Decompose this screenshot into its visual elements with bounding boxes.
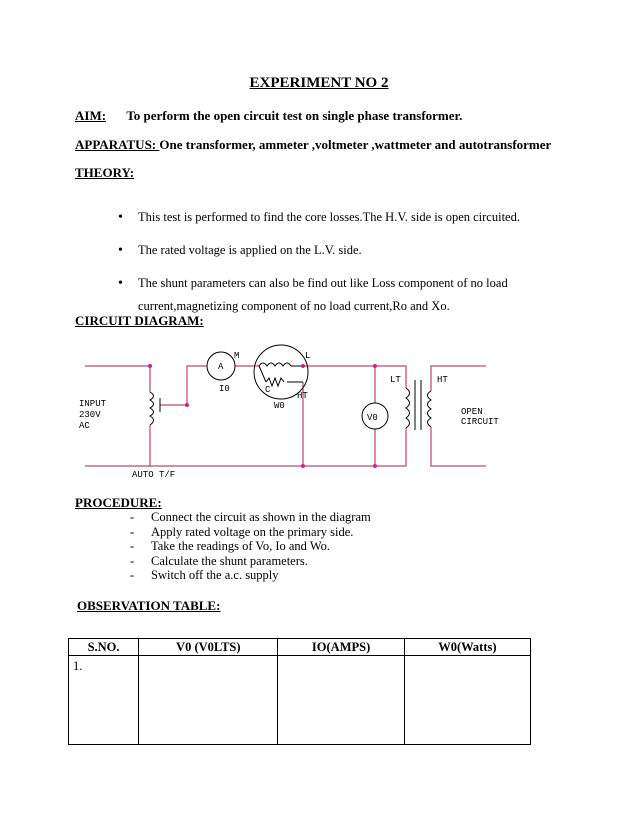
ht-label: HT (437, 375, 448, 385)
lt-label: LT (390, 375, 401, 385)
input-label: INPUT (79, 399, 107, 409)
auto-tf-label: AUTO T/F (132, 470, 176, 480)
apparatus-text: One transformer, ammeter ,voltmeter ,wattmeter and autotransformer (159, 137, 552, 152)
open-circuit-label: CIRCUIT (461, 417, 499, 427)
auto-transformer-coil (150, 392, 154, 425)
junction-node (301, 464, 305, 468)
wo-label: W0 (274, 401, 285, 411)
procedure-heading: PROCEDURE: (75, 495, 162, 510)
wire-input-top (85, 366, 150, 392)
junction-node (185, 403, 189, 407)
table-cell (278, 656, 404, 745)
column-header-sno: S.NO. (69, 639, 139, 656)
wire-bottom (150, 428, 406, 466)
wattmeter-l-label: L (305, 351, 311, 361)
junction-node (373, 364, 377, 368)
table-row (69, 656, 531, 745)
page-title: EXPERIMENT NO 2 (249, 75, 389, 91)
column-header-io: IO(AMPS) (278, 639, 404, 656)
table-header-row (69, 639, 531, 656)
column-header-w0: W0(Watts) (404, 639, 530, 656)
wire-ht-bottom (431, 427, 486, 466)
transformer-lv-coil (406, 388, 410, 428)
table-cell (404, 656, 530, 745)
table-cell (139, 656, 278, 745)
procedure-step: - Take the readings of Vo, Io and Wo. (130, 539, 330, 553)
ammeter-label: A (218, 362, 224, 372)
theory-bullet: • This test is performed to find the core losses.The H.V. side is open circuited. (118, 206, 578, 229)
transformer-hv-coil (428, 391, 432, 427)
wattmeter-v-label: HT (297, 391, 308, 401)
apparatus-label: APPARATUS: (75, 137, 160, 152)
junction-node (301, 364, 305, 368)
observation-heading: OBSERVATION TABLE: (77, 598, 221, 613)
junction-node (373, 464, 377, 468)
wattmeter-m-label: M (234, 351, 240, 361)
aim-label: AIM: (75, 108, 107, 123)
wattmeter-current-coil (259, 363, 291, 366)
observation-table (68, 638, 531, 745)
input-voltage-label: 230V (79, 410, 101, 420)
column-header-v0: V0 (V0LTS) (139, 639, 278, 656)
circuit-heading: CIRCUIT DIAGRAM: (75, 313, 204, 328)
theory-heading: THEORY: (75, 165, 135, 180)
junction-node (148, 364, 152, 368)
wattmeter-c-label: C (265, 385, 271, 395)
table-cell: 1. (69, 656, 139, 745)
wire-input-bottom (85, 425, 150, 466)
procedure-step: - Apply rated voltage on the primary side. (130, 524, 354, 539)
voltmeter-label: V0 (367, 413, 378, 423)
procedure-steps (130, 510, 371, 583)
input-ac-label: AC (79, 421, 90, 431)
aim-text: To perform the open circuit test on single phase transformer. (126, 108, 463, 123)
theory-bullet: • The rated voltage is applied on the L.V. side. (118, 239, 578, 262)
io-label: I0 (219, 384, 230, 394)
wire-tap (160, 366, 207, 405)
procedure-step: - Switch off the a.c. supply (130, 568, 279, 582)
open-label: OPEN (461, 407, 483, 417)
procedure-step: - Calculate the shunt parameters. (130, 553, 308, 568)
theory-bullet: • The shunt parameters can also be find out like Loss component of no load current,magnetizing component of no load current,Ro and Xo. (118, 272, 578, 318)
procedure-step: - Connect the circuit as shown in the diagram (130, 510, 371, 524)
